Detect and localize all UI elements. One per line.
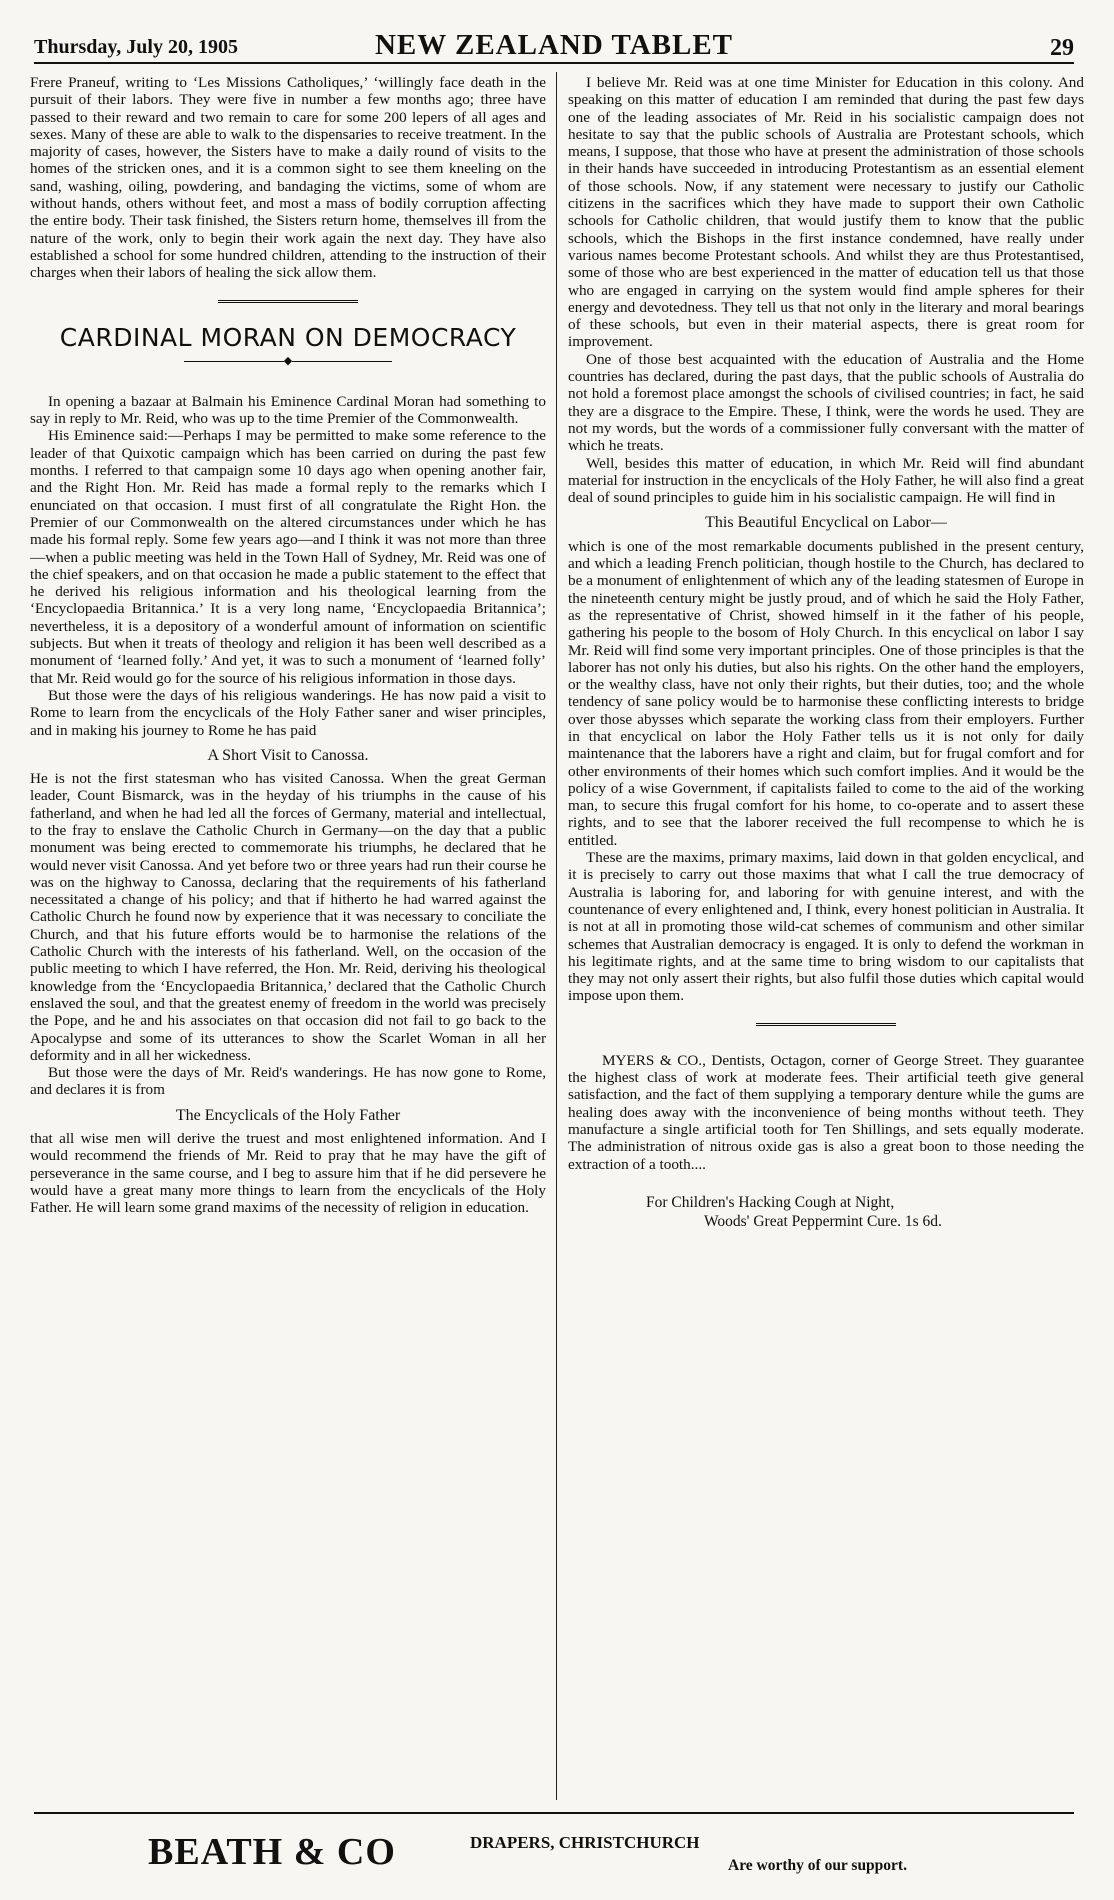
article-paragraph: He is not the first statesman who has visited Canossa. When the great German leader, Count Bismarck, was in the heyday of his triumphs in the cause of his fatherland, and when he had led all the forces of Germany, material and intellectual, to the fray to enslave the Catholic Church in Germany—on the day that a public monument was being erected to commemorate his triumphs, he declared that he would never visit Canossa. And yet before two or three years had run their course he was on the highway to Canossa, declaring that the requirements of his fatherland necessitated a change of his policy; and that if hitherto he had warred against the Catholic Church he found now by experience that it was necessary to conciliate the Church, and that his future efforts would be to harmonise the relations of the Catholic Church with the interests of his fatherland. Well, on the occasion of the public meeting to which I have referred, the Hon. Mr. Reid, deriving his theological knowledge from the ‘Encyclopaedia Britannica,’ declared that the Catholic Church enslaved the soul, and that the greatest enemy of freedom in the world was precisely the Pope, and he and his associates on that occasion did not fail to go back to the Apocalypse and some of its utterances to show the Scarlet Woman in all her deformity and in all her wickedness. [30, 770, 546, 1064]
subheading-encyclicals: The Encyclicals of the Holy Father [175, 1106, 401, 1124]
left-column [30, 74, 546, 1217]
headline-ornament: ◆ [30, 356, 546, 367]
article-paragraph: But those were the days of Mr. Reid's wanderings. He has now gone to Rome, and declares it is from [30, 1064, 546, 1099]
publication-title: NEW ZEALAND TABLET [374, 29, 734, 61]
section-divider [756, 1023, 896, 1026]
article-paragraph: But those were the days of his religious wanderings. He has now paid a visit to Rome to learn from the encyclicals of the Holy Father saner and wiser principles, and in making his journey to Rome he has paid [30, 686, 546, 739]
footer-advertiser-trade: DRAPERS, CHRISTCHURCH [470, 1833, 700, 1852]
footer-support-note: Are worthy of our support. [728, 1857, 907, 1874]
issue-date: Thursday, July 20, 1905 [34, 36, 238, 58]
section-divider [218, 300, 358, 303]
footer-rule [34, 1812, 1074, 1814]
masthead [34, 29, 1074, 64]
subheading-canossa: A Short Visit to Canossa. [207, 746, 369, 764]
right-column [568, 74, 1084, 1231]
subheading-encyclical-labor: This Beautiful Encyclical on Labor— [705, 514, 947, 532]
column-divider [556, 72, 557, 1800]
dentist-ad-text: MYERS & CO., Dentists, Octagon, corner of George Street. They guarantee the highest class of work at moderate fees. Their artificial teeth give general satisfaction, and the fact of them supplying a temporary denture while the gums are healing does away with the inconvenience of being months without teeth. They manufacture a single artificial tooth for Ten Shillings, and sets equally moderate. The administration of nitrous oxide gas is also a great boon to those needing the extraction of a tooth.... [568, 1051, 1084, 1173]
article-paragraph: One of those best acquainted with the education of Australia and the Home countries has declared, during the past days, that the public schools of Australia do not hold a foremost place amongst the schools of civilised countries; in fact, he said they are a disgrace to the Empire. These, I think, were the words he used. They are not my words, but the words of a commissioner fully conversant with the matter of which he treats. [568, 350, 1084, 455]
article-paragraph: His Eminence said:—Perhaps I may be permitted to make some reference to the leader of that Quixotic campaign which has been carried on during the past few months. I referred to that campaign some 10 days ago when opening another fair, and the Right Hon. Mr. Reid has made a formal reply to the remarks which I enunciated on that occasion. I must first of all congratulate the Right Hon. the Premier of our Commonwealth on the altered circumstances under which he has made his formal reply. Some few years ago—and I think it was not more than three—when a public meeting was held in the Town Hall of Sydney, Mr. Reid was one of the chief speakers, and on that occasion he made a public statement to the effect that he derived his religious information and his theological learning from the ‘Encyclopaedia Britannica.’ It is a very long name, ‘Encyclopaedia Britannica’; nevertheless, it is a depository of a wonderful amount of information on scientific subjects. But when it treats of theology and religion it has been well described as a monument of ‘learned folly.’ And yet, it was to such a monument of ‘learned folly’ that Mr. Reid would go for the source of his religious information in those days. [30, 427, 546, 687]
footer-advertiser-name: BEATH & CO [148, 1831, 396, 1873]
article-paragraph: which is one of the most remarkable documents published in the present century, and which a leading French politician, though hostile to the Church, has declared to be a monument of enlightenment of which any of the leading statesmen of Europe in the nineteenth century might be justly proud, and of which he said the Holy Father, as the representative of Christ, showed himself in it the father of his people, gathering his people to the bosom of Holy Church. In this encyclical on labor I say Mr. Reid will find some very important principles. One of those principles is that the laborer has not only his duties, but also his rights. On the other hand the employers, or the wealthy class, have not only their rights, but their duties, too; and the whole tendency of sane policy would be to harmonise these conflicting interests to bridge over those abysses which separate the working class from their employers. Further in that encyclical on labor the Holy Father tells us it is not only for daily maintenance that the laborers have a right and claim, but for frugal comfort and for other environments of their homes which such comfort implies. And it would be the policy of a wise Government, if capitalists failed to come to the aid of the working man, to secure this frugal comfort for his home, to co-operate and to assert these rights, and to see that the laborer received the full recompense to which he is entitled. [568, 537, 1084, 849]
cough-ad-line-1: For Children's Hacking Cough at Night, [646, 1193, 895, 1211]
article-paragraph: These are the maxims, primary maxims, laid down in that golden encyclical, and it is precisely to carry out those maxims that what I call the true democracy of Australia is laboring for, and laboring for with genuine interest, and with the countenance of every enlightened and, I think, every honest politician in Australia. It is not at all in promoting those wild-cat schemes of communism and other similar schemes that Australian democracy is engaged. It is only to defend the workman in his legitimate rights, and at the same time to bring wisdom to our capitalists that they may not only assert their rights, but also fulfil those duties which capital would impose upon them. [568, 849, 1084, 1005]
cough-cure-advertisement [568, 1193, 1084, 1231]
page-number: 29 [1050, 35, 1074, 61]
article-paragraph: I believe Mr. Reid was at one time Minister for Education in this colony. And speaking on this matter of education I am reminded that during the past few days one of the leading associates of Mr. Reid in his socialistic campaign does not hesitate to say that the public schools of Australia are Protestant schools, which means, I suppose, that those who have at present the administration of those schools in their hands have succeeded in introducing Protestantism as an essential element of those schools. Now, if any statement were necessary to justify our Catholic citizens in the sacrifices which they have made to support their own Catholic schools for Catholic children, that would justify them to know that the public schools, which the Bishops in the first instance condemned, have really under various names become Protestant schools. And whilst they are thus Protestantised, some of those who are best experienced in the matter of education tell us that those who are engaged in carrying on the system would find ample spheres for their energy and devotedness. They tell us that not only in the literary and moral bearings of these schools, but even in their material aspects, there is great room for improvement. [568, 74, 1084, 351]
article-paragraph: that all wise men will derive the truest and most enlightened information. And I would recommend the friends of Mr. Reid to pray that he may have the gift of perseverance in the same course, and I beg to assure him that if he did persevere he would have a great many more things to learn from the encyclicals of the Holy Father. He will learn some grand maxims of the necessity of religion in education. [30, 1130, 546, 1217]
article-paragraph: Well, besides this matter of education, in which Mr. Reid will find abundant material for instruction in the encyclicals of the Holy Father, he will also find a great deal of sound principles to guide him in his socialistic campaign. He will find in [568, 454, 1084, 507]
article-headline: CARDINAL MORAN ON DEMOCRACY [59, 322, 517, 352]
cough-ad-line-2: Woods' Great Peppermint Cure. 1s 6d. [704, 1212, 942, 1230]
dentist-advertisement [568, 1052, 1084, 1173]
article-paragraph: In opening a bazaar at Balmain his Eminence Cardinal Moran had something to say in reply to Mr. Reid, who was up to the time Premier of the Commonwealth. [30, 392, 546, 428]
leper-mission-paragraph: Frere Praneuf, writing to ‘Les Missions Catholiques,’ ‘willingly face death in the pursuit of their labors. They were five in number a few months ago; three have passed to their reward and two remain to care for some 200 lepers of all ages and sexes. Many of these are able to walk to the dispensaries to receive treatment. In the majority of cases, however, the Sisters have to make a daily round of visits to the homes of the stricken ones, and it is a common sight to see them kneeling on the sand, washing, oiling, powdering, and bandaging the victims, some of whom are without hands, others without feet, and most a mass of bodily corruption affecting the entire body. Their task finished, the Sisters return home, themselves ill from the nature of the work, only to begin their work again the next day. They have also established a school for some hundred children, attending to the instruction of their charges when their labors of healing the sick allow them. [30, 74, 546, 282]
